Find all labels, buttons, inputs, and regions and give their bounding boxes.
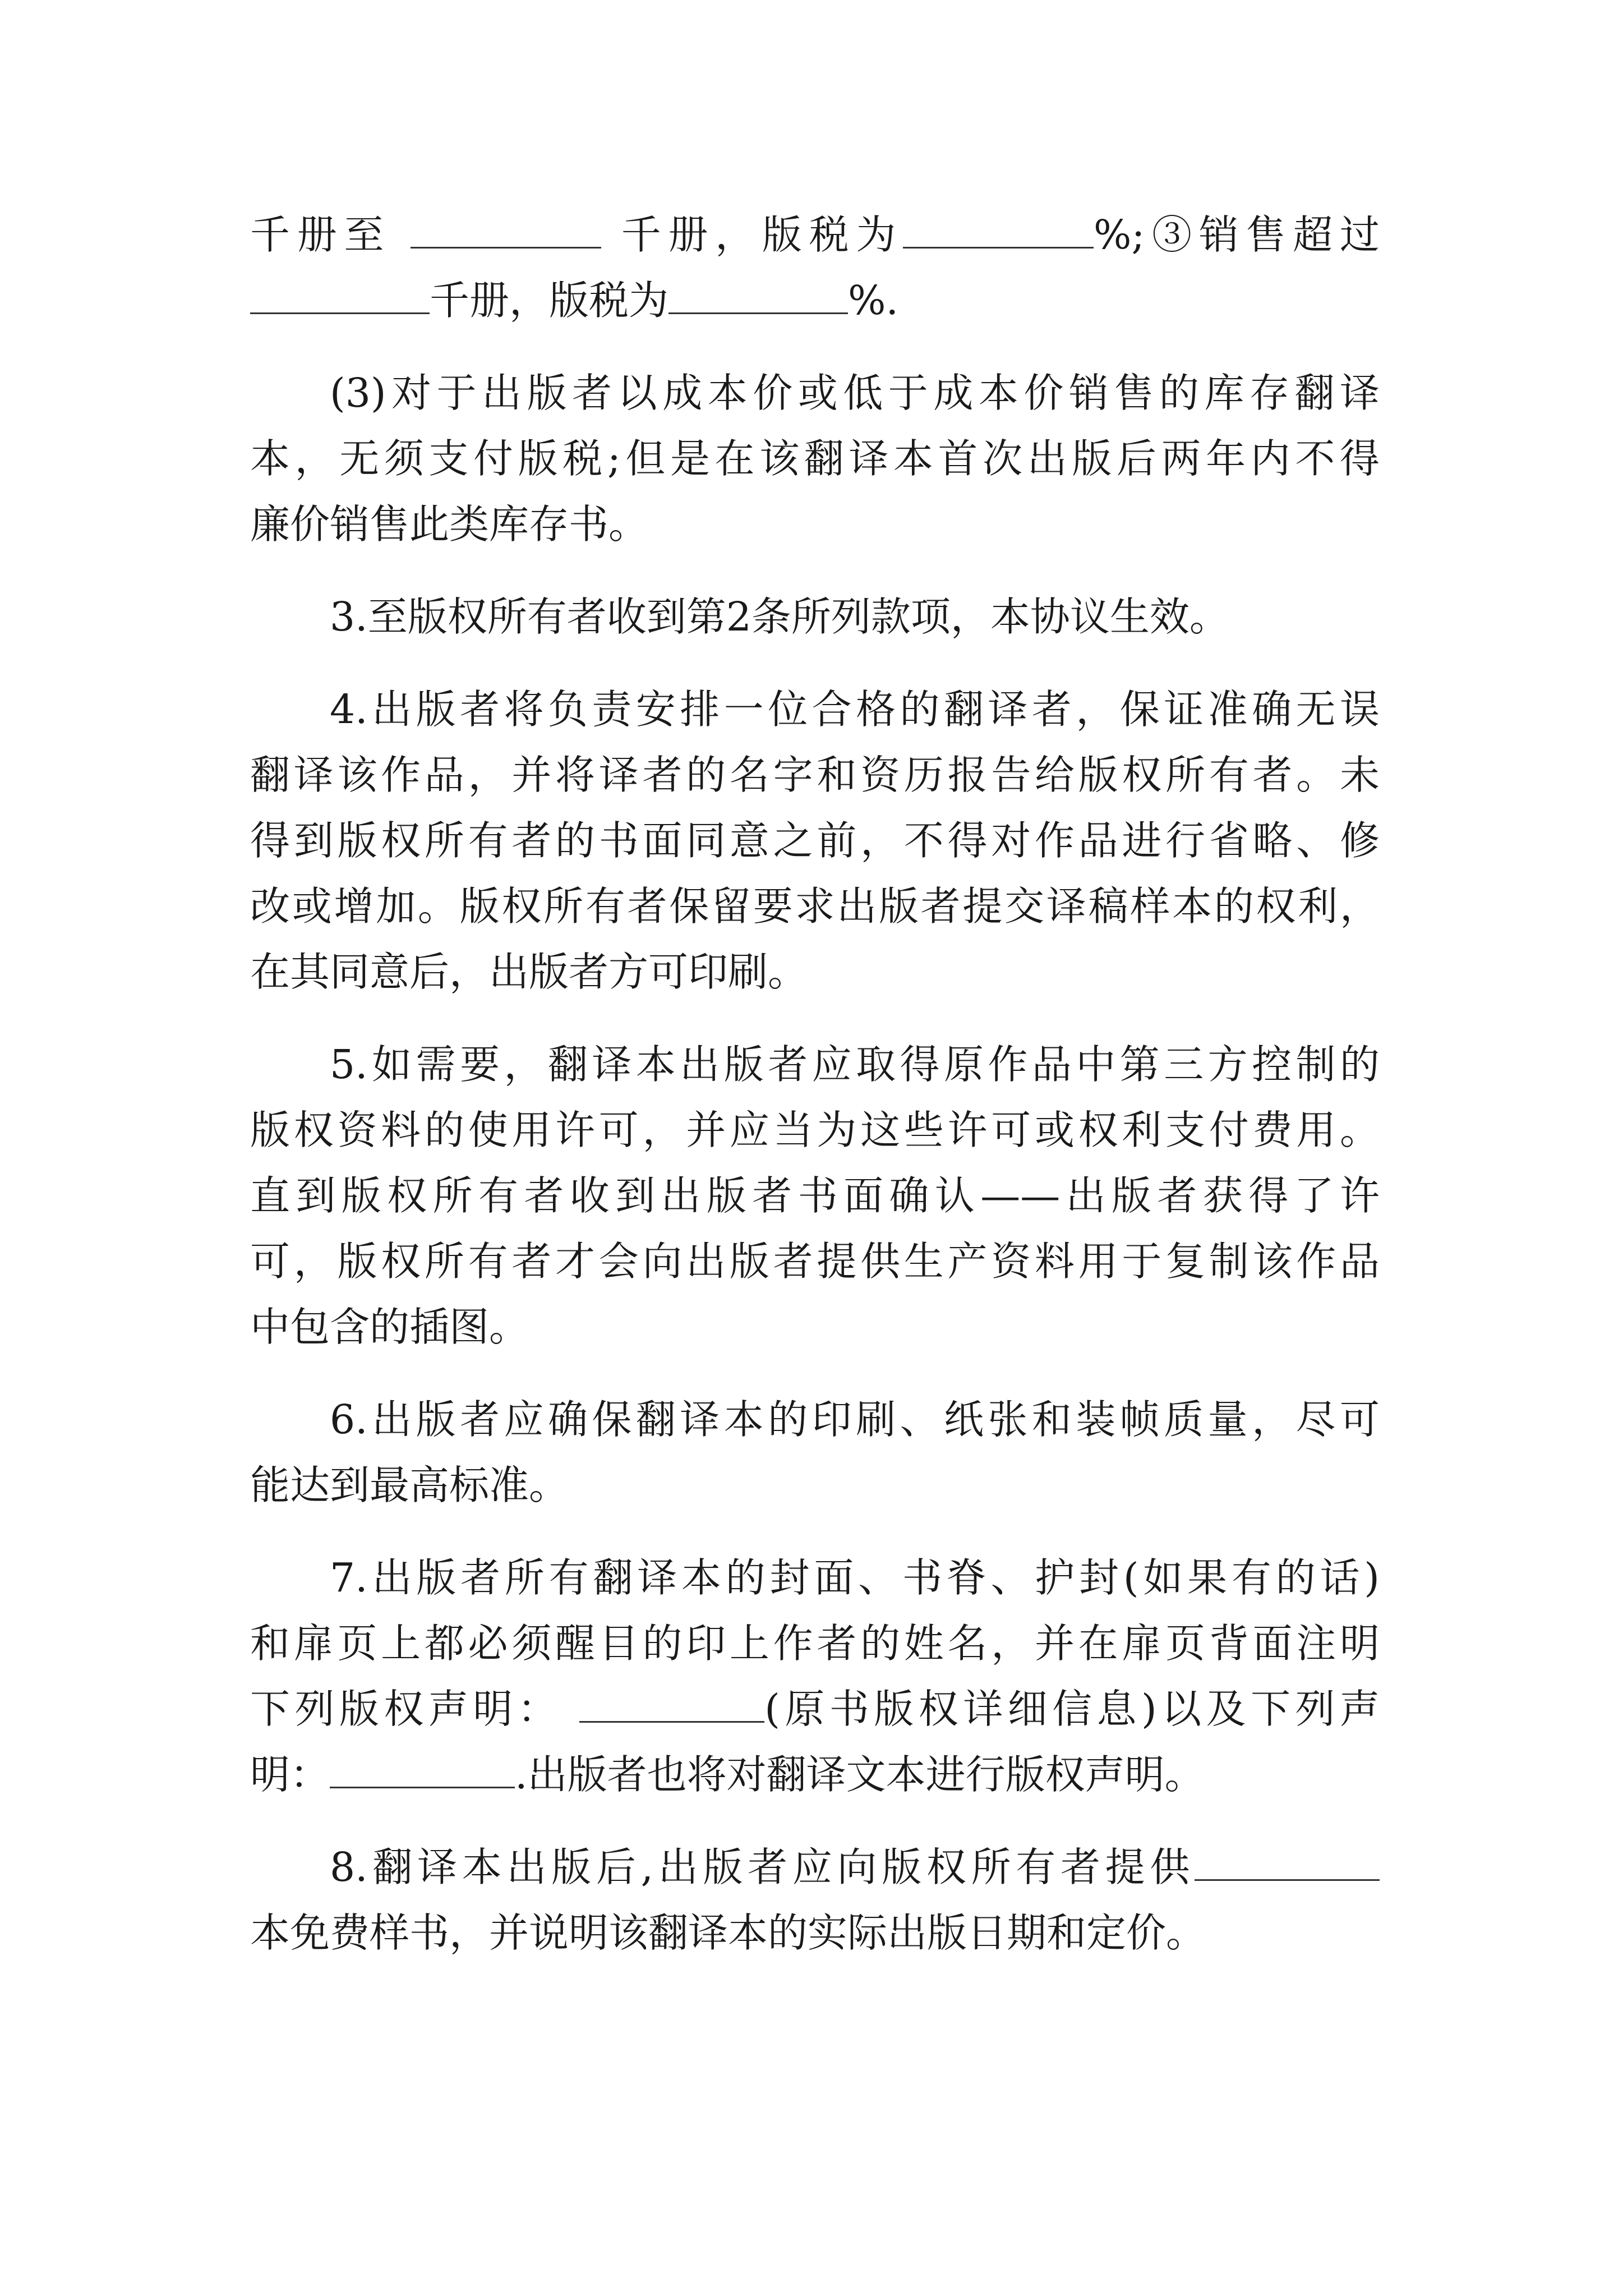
text-line: 7.出版者所有翻译本的封面、书脊、护封(如果有的话) [330, 1554, 1380, 1601]
fill-blank [1195, 1839, 1380, 1881]
text-line [250, 1676, 1380, 1742]
text-line: 在其同意后，出版者方可印刷。 [250, 949, 808, 995]
fill-blank [903, 206, 1094, 249]
fill-blank [250, 272, 430, 314]
text-line: 得到版权所有者的书面同意之前，不得对作品进行省略、修 [250, 817, 1380, 864]
text-line: 6.出版者应确保翻译本的印刷、纸张和装帧质量，尽可 [330, 1396, 1380, 1443]
text-line [250, 1742, 1380, 1807]
text-line: 5.如需要，翻译本出版者应取得原作品中第三方控制的 [330, 1041, 1380, 1088]
text-span: 下列版权声明： [250, 1686, 562, 1732]
text-line [250, 202, 1380, 268]
fill-blank [668, 272, 848, 314]
text-line: 能达到最高标准。 [250, 1462, 569, 1508]
fill-blank [411, 206, 601, 249]
text-span: .出版者也将对翻译文本进行版权声明。 [515, 1751, 1205, 1798]
text-line: 中包含的插图。 [250, 1304, 529, 1350]
text-span: %;③销售超过 [1094, 211, 1380, 258]
text-span: 明： [250, 1751, 330, 1798]
text-line: 版权资料的使用许可，并应当为这些许可或权利支付费用。 [250, 1107, 1380, 1153]
text-span: (原书版权详细信息)以及下列声 [764, 1686, 1380, 1732]
text-span: 8.翻译本出版后,出版者应向版权所有者提供 [330, 1844, 1195, 1890]
text-line: 4.出版者将负责安排一位合格的翻译者，保证准确无误 [330, 686, 1380, 733]
text-line: 可，版权所有者才会向出版者提供生产资料用于复制该作品 [250, 1238, 1380, 1285]
text-line [250, 1834, 1380, 1900]
text-line: 本免费样书，并说明该翻译本的实际出版日期和定价。 [250, 1910, 1206, 1956]
text-span: 千册至 [250, 211, 391, 258]
text-line: 本，无须支付版税;但是在该翻译本首次出版后两年内不得 [250, 435, 1380, 482]
text-line: 直到版权所有者收到出版者书面确认——出版者获得了许 [250, 1172, 1380, 1219]
text-line: 和扉页上都必须醒目的印上作者的姓名，并在扉页背面注明 [250, 1620, 1380, 1667]
text-span: 千册，版税为 [621, 211, 903, 258]
text-line: 改或增加。版权所有者保留要求出版者提交译稿样本的权利， [250, 883, 1380, 930]
fill-blank [579, 1681, 764, 1723]
text-span: 千册，版税为 [430, 277, 669, 324]
text-line: 3.至版权所有者收到第2条所列款项，本协议生效。 [330, 593, 1229, 640]
document-page [250, 202, 1380, 1966]
text-line: 翻译该作品，并将译者的名字和资历报告给版权所有者。未 [250, 752, 1380, 798]
fill-blank [330, 1746, 515, 1788]
text-line: 廉价销售此类库存书。 [250, 501, 649, 547]
text-span: %. [848, 277, 899, 324]
text-line [250, 268, 1380, 333]
text-line: (3)对于出版者以成本价或低于成本价销售的库存翻译 [330, 370, 1380, 416]
